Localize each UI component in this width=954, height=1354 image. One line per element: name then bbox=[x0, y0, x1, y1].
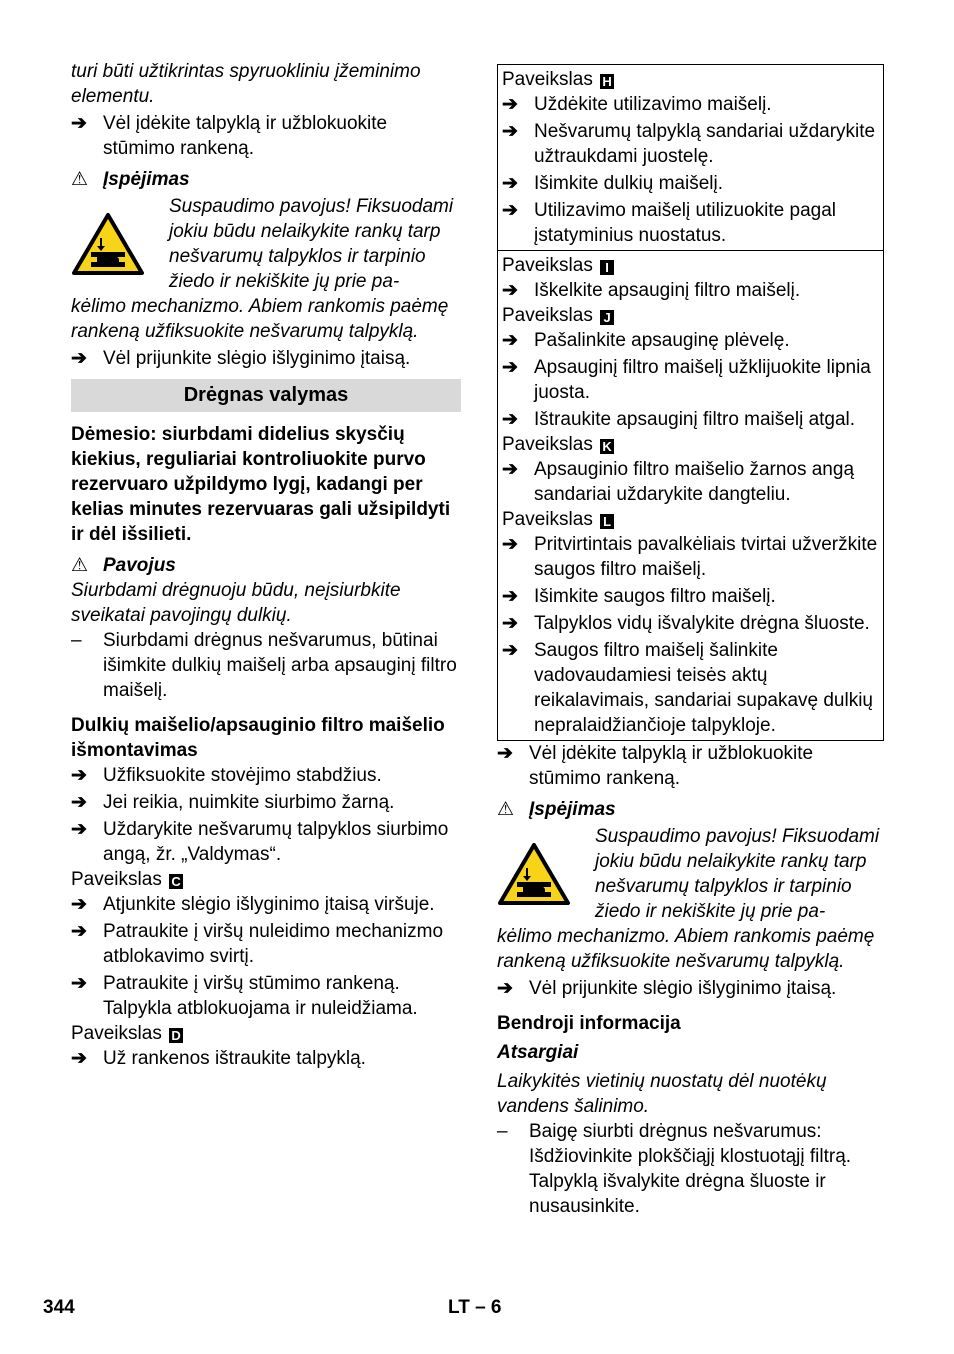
arrow-right-icon: ➔ bbox=[502, 330, 518, 351]
step-item bbox=[502, 171, 879, 196]
figure-label: Paveikslas bbox=[502, 509, 593, 530]
step-text: Išimkite saugos filtro maišelį. bbox=[534, 586, 776, 607]
step-text: Vėl įdėkite talpyklą ir užblokuokite stūmimo rankeną. bbox=[529, 743, 814, 789]
figure-letter-badge: J bbox=[600, 310, 614, 325]
figure-reference bbox=[502, 303, 879, 328]
step-item bbox=[502, 119, 879, 169]
figure-box-i-l bbox=[497, 251, 884, 741]
warning-title: Įspėjimas bbox=[529, 799, 616, 820]
dash-item bbox=[71, 628, 461, 703]
step-item bbox=[71, 763, 461, 788]
dash-item bbox=[497, 1119, 884, 1219]
warning-triangle-icon: ⚠ bbox=[71, 169, 89, 190]
warning-triangle-icon: ⚠ bbox=[497, 799, 515, 820]
danger-heading bbox=[71, 553, 461, 578]
step-text: Ištraukite apsauginį filtro maišelį atgal. bbox=[534, 409, 856, 430]
arrow-right-icon: ➔ bbox=[502, 613, 518, 634]
step-item bbox=[502, 584, 879, 609]
warning-heading bbox=[497, 797, 884, 822]
step-item bbox=[71, 971, 461, 1021]
step-text: Vėl prijunkite slėgio išlyginimo įtaisą. bbox=[529, 978, 837, 999]
section-title: Drėgnas valymas bbox=[71, 379, 461, 412]
figure-letter-badge: I bbox=[600, 260, 614, 275]
figure-reference bbox=[502, 67, 879, 92]
step-item bbox=[71, 919, 461, 969]
arrow-right-icon: ➔ bbox=[502, 173, 518, 194]
dash-text: Siurbdami drėgnus nešvarumus, būtinai išimkite dulkių maišelį arba apsauginį filtro maišelį. bbox=[103, 630, 457, 701]
step-item bbox=[502, 407, 879, 432]
step-item bbox=[502, 278, 879, 303]
figure-letter-badge: L bbox=[600, 514, 614, 529]
arrow-right-icon: ➔ bbox=[502, 200, 518, 221]
step-item bbox=[502, 198, 879, 248]
arrow-right-icon: ➔ bbox=[71, 921, 87, 942]
figure-label: Paveikslas bbox=[71, 1023, 162, 1044]
step-text: Saugos filtro maišelį šalinkite vadovaudamiesi teisės aktų reikalavimais, sandariai supakavę dulkių nepralaidžiančioje talpykloje. bbox=[534, 640, 874, 736]
step-text: Apsauginį filtro maišelį užklijuokite lipnia juosta. bbox=[534, 357, 871, 403]
step-item bbox=[502, 638, 879, 738]
arrow-right-icon: ➔ bbox=[71, 973, 87, 994]
warning-text-continued: kėlimo mechanizmo. Abiem rankomis paėmę rankeną užfiksuokite nešvarumų talpyklą. bbox=[71, 296, 449, 342]
step-item bbox=[71, 346, 461, 371]
step-text: Talpyklos vidų išvalykite drėgna šluoste. bbox=[534, 613, 870, 634]
dash-bullet: – bbox=[71, 630, 82, 651]
figure-letter-badge: H bbox=[600, 74, 614, 89]
figure-reference bbox=[71, 867, 461, 892]
hand-crush-warning-icon bbox=[497, 824, 595, 924]
figure-label: Paveikslas bbox=[502, 434, 593, 455]
arrow-right-icon: ➔ bbox=[502, 534, 518, 555]
attention-note: Dėmesio: siurbdami didelius skysčių kiekius, reguliariai kontroliuokite purvo rezervuaro užpildymo lygį, kadangi per kelias minutes rezervuaras gali užsipildyti ir dėl išsilieti. bbox=[71, 424, 451, 545]
step-text: Vėl prijunkite slėgio išlyginimo įtaisą. bbox=[103, 348, 411, 369]
arrow-right-icon: ➔ bbox=[502, 640, 518, 661]
arrow-right-icon: ➔ bbox=[502, 121, 518, 142]
figure-reference bbox=[71, 1021, 461, 1046]
warning-title: Įspėjimas bbox=[103, 169, 190, 190]
dash-text: Baigę siurbti drėgnus nešvarumus: Išdžiovinkite plokščiąjį klostuotąjį filtrą. Talpyklą išvalykite drėgna šluoste ir nusausinkite. bbox=[529, 1121, 852, 1217]
hand-crush-warning-icon bbox=[71, 194, 169, 294]
step-text: Užfiksuokite stovėjimo stabdžius. bbox=[103, 765, 382, 786]
step-text: Atjunkite slėgio išlyginimo įtaisą viršuje. bbox=[103, 894, 435, 915]
figure-box-h bbox=[497, 64, 884, 251]
arrow-right-icon: ➔ bbox=[71, 819, 87, 840]
warning-triangle-icon: ⚠ bbox=[71, 555, 89, 576]
step-item bbox=[497, 741, 884, 791]
danger-text: Siurbdami drėgnuoju būdu, neįsiurbkite sveikatai pavojingų dulkių. bbox=[71, 580, 401, 626]
step-item bbox=[502, 457, 879, 507]
arrow-right-icon: ➔ bbox=[502, 357, 518, 378]
step-text: Utilizavimo maišelį utilizuokite pagal įstatyminius nuostatus. bbox=[534, 200, 837, 246]
step-item bbox=[502, 92, 879, 117]
arrow-right-icon: ➔ bbox=[71, 348, 87, 369]
figure-letter-badge: K bbox=[600, 439, 614, 454]
figure-letter-badge: C bbox=[169, 874, 183, 889]
step-text: Patraukite į viršų stūmimo rankeną. Talpykla atblokuojama ir nuleidžiama. bbox=[103, 973, 418, 1019]
arrow-right-icon: ➔ bbox=[71, 894, 87, 915]
figure-label: Paveikslas bbox=[502, 69, 593, 90]
figure-reference bbox=[502, 432, 879, 457]
step-item bbox=[502, 355, 879, 405]
arrow-right-icon: ➔ bbox=[502, 459, 518, 480]
arrow-right-icon: ➔ bbox=[71, 113, 87, 134]
figure-letter-badge: D bbox=[169, 1028, 183, 1043]
warning-text: Suspaudimo pavojus! Fiksuodami jokiu būdu nelaikykite rankų tarp nešvarumų talpyklos ir tarpinio žiedo ir nekiškite jų prie pa- bbox=[595, 826, 880, 922]
step-text: Jei reikia, nuimkite siurbimo žarną. bbox=[103, 792, 395, 813]
warning-text: Suspaudimo pavojus! Fiksuodami jokiu būdu nelaikykite rankų tarp nešvarumų talpyklos ir tarpinio žiedo ir nekiškite jų prie pa- bbox=[169, 196, 454, 292]
step-text: Pašalinkite apsauginę plėvelę. bbox=[534, 330, 790, 351]
figure-reference bbox=[502, 253, 879, 278]
step-text: Apsauginio filtro maišelio žarnos angą sandariai uždarykite dangteliu. bbox=[534, 459, 855, 505]
figure-label: Paveikslas bbox=[502, 255, 593, 276]
arrow-right-icon: ➔ bbox=[502, 280, 518, 301]
step-text: Pritvirtintais pavalkėliais tvirtai užveržkite saugos filtro maišelį. bbox=[534, 534, 878, 580]
step-item bbox=[71, 790, 461, 815]
step-item bbox=[502, 532, 879, 582]
arrow-right-icon: ➔ bbox=[502, 586, 518, 607]
step-item bbox=[497, 976, 884, 1001]
step-text: Nešvarumų talpyklą sandariai uždarykite užtraukdami juostelę. bbox=[534, 121, 876, 167]
step-text: Patraukite į viršų nuleidimo mechanizmo atblokavimo svirtį. bbox=[103, 921, 444, 967]
step-text: Iškelkite apsauginį filtro maišelį. bbox=[534, 280, 801, 301]
warning-text-continued: kėlimo mechanizmo. Abiem rankomis paėmę rankeną užfiksuokite nešvarumų talpyklą. bbox=[497, 926, 875, 972]
right-column bbox=[497, 64, 884, 1219]
intro-text: turi būti užtikrintas spyruokliniu įžeminimo elementu. bbox=[71, 61, 421, 107]
danger-title: Pavojus bbox=[103, 555, 176, 576]
step-text: Už rankenos ištraukite talpyklą. bbox=[103, 1048, 366, 1069]
caution-title: Atsargiai bbox=[497, 1042, 579, 1063]
figure-label: Paveikslas bbox=[71, 869, 162, 890]
step-item bbox=[502, 611, 879, 636]
step-text: Uždėkite utilizavimo maišelį. bbox=[534, 94, 772, 115]
subheading: Dulkių maišelio/apsauginio filtro maišelio išmontavimas bbox=[71, 715, 445, 761]
language-page-label: LT – 6 bbox=[448, 1297, 502, 1318]
arrow-right-icon: ➔ bbox=[502, 94, 518, 115]
page-number: 344 bbox=[43, 1297, 75, 1318]
arrow-right-icon: ➔ bbox=[71, 765, 87, 786]
step-item bbox=[71, 1046, 461, 1071]
figure-label: Paveikslas bbox=[502, 305, 593, 326]
caution-text: Laikykitės vietinių nuostatų dėl nuotėkų vandens šalinimo. bbox=[497, 1071, 827, 1117]
arrow-right-icon: ➔ bbox=[502, 409, 518, 430]
figure-reference bbox=[502, 507, 879, 532]
subheading: Bendroji informacija bbox=[497, 1013, 681, 1034]
dash-bullet: – bbox=[497, 1121, 508, 1142]
arrow-right-icon: ➔ bbox=[71, 792, 87, 813]
warning-block bbox=[71, 194, 461, 294]
step-item bbox=[71, 817, 461, 867]
step-item bbox=[502, 328, 879, 353]
arrow-right-icon: ➔ bbox=[497, 978, 513, 999]
arrow-right-icon: ➔ bbox=[71, 1048, 87, 1069]
step-text: Uždarykite nešvarumų talpyklos siurbimo angą, žr. „Valdymas“. bbox=[103, 819, 449, 865]
left-column bbox=[71, 59, 461, 1071]
warning-block bbox=[497, 824, 884, 924]
step-text: Išimkite dulkių maišelį. bbox=[534, 173, 723, 194]
step-text: Vėl įdėkite talpyklą ir užblokuokite stūmimo rankeną. bbox=[103, 113, 388, 159]
step-item bbox=[71, 892, 461, 917]
warning-heading bbox=[71, 167, 461, 192]
arrow-right-icon: ➔ bbox=[497, 743, 513, 764]
step-item bbox=[71, 111, 461, 161]
